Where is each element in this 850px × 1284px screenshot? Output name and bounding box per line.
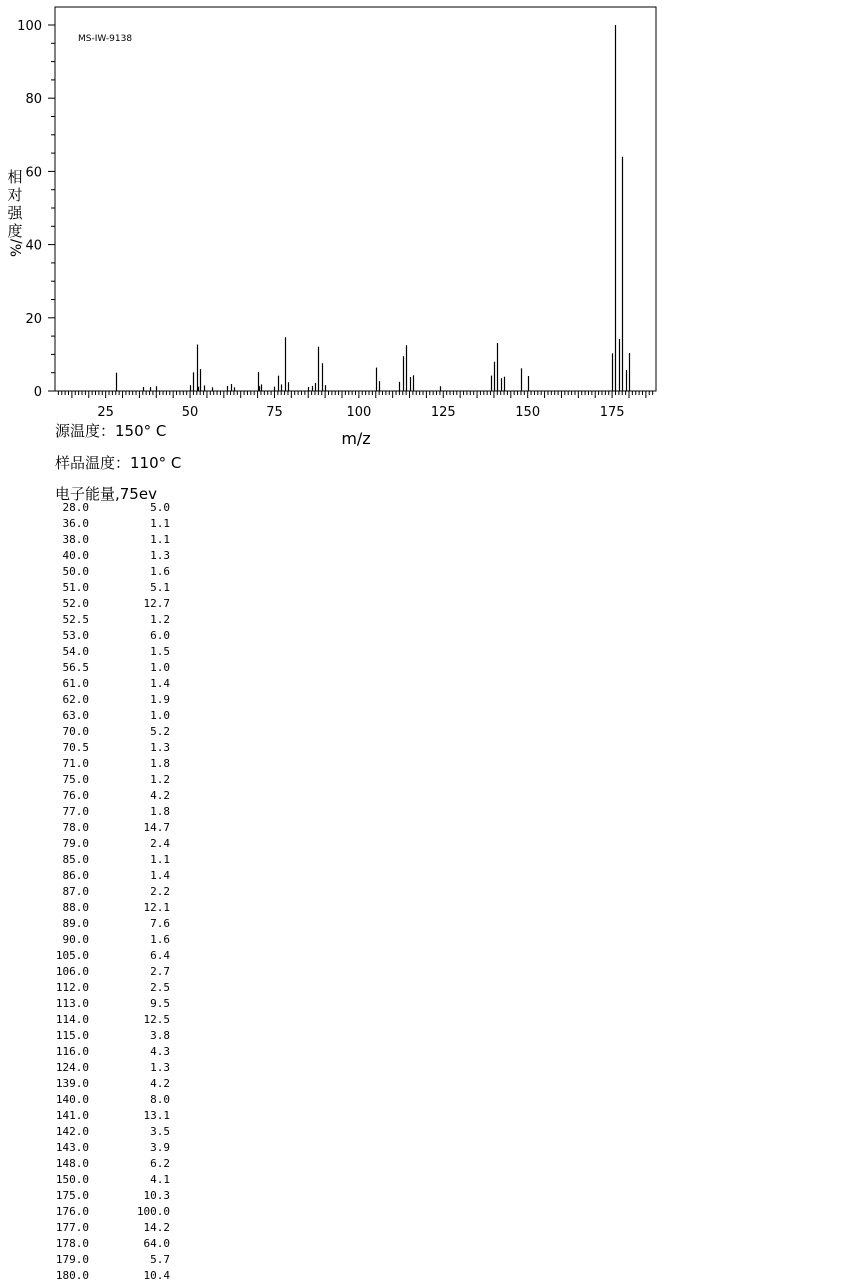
mz-cell: 36.0: [62, 517, 89, 530]
mz-cell: 180.0: [55, 1269, 89, 1282]
y-axis-title: [7, 168, 25, 257]
y-axis-title-char: 相: [7, 168, 23, 186]
mz-cell: 87.0: [62, 885, 89, 898]
mz-cell: 75.0: [62, 773, 89, 786]
mz-cell: 113.0: [55, 997, 89, 1010]
intensity-cell: 1.2: [150, 773, 170, 786]
table-row: [40, 1156, 180, 1172]
table-row: [40, 708, 180, 724]
table-row: [40, 660, 180, 676]
intensity-cell: 2.7: [150, 965, 170, 978]
x-axis-title: m/z: [341, 429, 371, 448]
intensity-cell: 1.6: [150, 933, 170, 946]
table-row: [40, 692, 180, 708]
table-row: [40, 1092, 180, 1108]
mz-cell: 178.0: [55, 1237, 89, 1250]
table-row: [40, 820, 180, 836]
table-row: [40, 948, 180, 964]
mz-cell: 63.0: [62, 709, 89, 722]
table-row: [40, 868, 180, 884]
intensity-cell: 1.4: [150, 677, 170, 690]
watermark-label: MS-IW-9138: [78, 34, 133, 44]
intensity-cell: 5.1: [150, 581, 170, 594]
mz-cell: 70.5: [62, 741, 89, 754]
mz-cell: 70.0: [62, 725, 89, 738]
table-row: [40, 612, 180, 628]
intensity-cell: 100.0: [136, 1205, 170, 1218]
intensity-cell: 2.4: [150, 837, 170, 850]
mz-cell: 85.0: [62, 853, 89, 866]
table-row: [40, 980, 180, 996]
intensity-cell: 10.4: [143, 1269, 170, 1282]
table-row: [40, 1236, 180, 1252]
y-tick-label: 0: [33, 385, 42, 400]
intensity-cell: 1.8: [150, 805, 170, 818]
peaks: [117, 25, 630, 391]
intensity-cell: 9.5: [150, 997, 170, 1010]
intensity-cell: 1.3: [150, 741, 170, 754]
x-tick-label: 100: [346, 405, 372, 420]
sample-temperature: 样品温度：110° C: [55, 454, 182, 472]
mz-cell: 150.0: [55, 1173, 89, 1186]
x-tick-label: 150: [515, 405, 541, 420]
table-row: [40, 964, 180, 980]
table-row: [40, 900, 180, 916]
table-row: [40, 532, 180, 548]
intensity-cell: 2.2: [150, 885, 170, 898]
intensity-cell: 1.9: [150, 693, 170, 706]
table-row: [40, 740, 180, 756]
mz-cell: 28.0: [62, 501, 89, 514]
mz-cell: 78.0: [62, 821, 89, 834]
intensity-cell: 1.1: [150, 533, 170, 546]
y-tick-label: 40: [25, 238, 42, 254]
table-row: [40, 1188, 180, 1204]
mz-cell: 51.0: [62, 581, 89, 594]
mz-cell: 112.0: [55, 981, 89, 994]
table-row: [40, 676, 180, 692]
mz-cell: 148.0: [55, 1157, 89, 1170]
mz-cell: 143.0: [55, 1141, 89, 1154]
intensity-cell: 7.6: [150, 917, 170, 930]
table-row: [40, 1220, 180, 1236]
table-row: [40, 596, 180, 612]
mz-cell: 140.0: [55, 1093, 89, 1106]
x-tick-label: 25: [97, 405, 114, 420]
mz-cell: 177.0: [55, 1221, 89, 1234]
mz-cell: 105.0: [55, 949, 89, 962]
x-tick-label: 75: [266, 405, 283, 420]
intensity-cell: 1.0: [150, 709, 170, 722]
tick-labels: [17, 19, 624, 420]
table-row: [40, 1044, 180, 1060]
mz-cell: 52.0: [62, 597, 89, 610]
table-row: [40, 500, 180, 516]
intensity-cell: 13.1: [143, 1109, 170, 1122]
intensity-cell: 64.0: [143, 1237, 170, 1250]
table-row: [40, 996, 180, 1012]
mz-cell: 116.0: [55, 1045, 89, 1058]
mz-cell: 54.0: [62, 645, 89, 658]
table-row: [40, 1108, 180, 1124]
intensity-cell: 4.3: [150, 1045, 170, 1058]
mz-cell: 88.0: [62, 901, 89, 914]
mz-cell: 179.0: [55, 1253, 89, 1266]
mz-cell: 115.0: [55, 1029, 89, 1042]
mz-cell: 114.0: [55, 1013, 89, 1026]
mz-cell: 53.0: [62, 629, 89, 642]
intensity-cell: 4.1: [150, 1173, 170, 1186]
table-row: [40, 580, 180, 596]
intensity-cell: 3.9: [150, 1141, 170, 1154]
intensity-cell: 1.1: [150, 853, 170, 866]
plot-frame: [55, 7, 656, 391]
table-row: [40, 644, 180, 660]
table-row: [40, 788, 180, 804]
mz-cell: 139.0: [55, 1077, 89, 1090]
intensity-cell: 4.2: [150, 789, 170, 802]
intensity-cell: 5.2: [150, 725, 170, 738]
intensity-cell: 2.5: [150, 981, 170, 994]
source-temperature: 源温度：150° C: [55, 422, 167, 440]
intensity-cell: 1.8: [150, 757, 170, 770]
peak-table: [40, 500, 180, 1284]
table-row: [40, 804, 180, 820]
mz-cell: 38.0: [62, 533, 89, 546]
table-row: [40, 884, 180, 900]
table-row: [40, 916, 180, 932]
table-row: [40, 516, 180, 532]
mz-cell: 71.0: [62, 757, 89, 770]
table-row: [40, 1268, 180, 1284]
intensity-cell: 12.7: [143, 597, 170, 610]
mz-cell: 76.0: [62, 789, 89, 802]
table-row: [40, 1124, 180, 1140]
table-row: [40, 1204, 180, 1220]
x-tick-label: 125: [430, 405, 456, 420]
y-tick-label: 20: [25, 311, 42, 327]
mz-cell: 62.0: [62, 693, 89, 706]
table-row: [40, 1012, 180, 1028]
table-row: [40, 1140, 180, 1156]
mz-cell: 86.0: [62, 869, 89, 882]
mass-spectrum-chart: [0, 0, 850, 455]
mz-cell: 61.0: [62, 677, 89, 690]
intensity-cell: 5.0: [150, 501, 170, 514]
intensity-cell: 5.7: [150, 1253, 170, 1266]
table-row: [40, 1076, 180, 1092]
intensity-cell: 8.0: [150, 1093, 170, 1106]
y-axis-title-char: 对: [7, 186, 23, 204]
mz-cell: 106.0: [55, 965, 89, 978]
electron-energy: 电子能量,75ev: [55, 485, 157, 503]
table-row: [40, 1060, 180, 1076]
table-row: [40, 548, 180, 564]
mz-cell: 77.0: [62, 805, 89, 818]
table-row: [40, 724, 180, 740]
x-tick-label: 50: [181, 405, 199, 420]
y-axis-title-percent: %/: [9, 238, 25, 258]
intensity-cell: 1.0: [150, 661, 170, 674]
x-tick-label: 175: [599, 405, 625, 420]
intensity-cell: 1.3: [150, 1061, 170, 1074]
table-row: [40, 852, 180, 868]
intensity-cell: 1.2: [150, 613, 170, 626]
mz-cell: 50.0: [62, 565, 89, 578]
y-tick-label: 60: [25, 165, 42, 181]
intensity-cell: 1.4: [150, 869, 170, 882]
mz-cell: 141.0: [55, 1109, 89, 1122]
intensity-cell: 14.7: [143, 821, 170, 834]
intensity-cell: 6.4: [150, 949, 170, 962]
table-row: [40, 1028, 180, 1044]
y-axis-title-char: 度: [7, 222, 23, 240]
mz-cell: 124.0: [55, 1061, 89, 1074]
table-row: [40, 772, 180, 788]
intensity-cell: 6.0: [150, 629, 170, 642]
mz-cell: 89.0: [62, 917, 89, 930]
intensity-cell: 1.3: [150, 549, 170, 562]
table-row: [40, 564, 180, 580]
intensity-cell: 1.1: [150, 517, 170, 530]
mz-cell: 175.0: [55, 1189, 89, 1202]
mz-cell: 90.0: [62, 933, 89, 946]
intensity-cell: 14.2: [143, 1221, 170, 1234]
intensity-cell: 10.3: [143, 1189, 170, 1202]
intensity-cell: 3.5: [150, 1125, 170, 1138]
y-tick-label: 100: [17, 19, 42, 34]
mz-cell: 79.0: [62, 837, 89, 850]
intensity-cell: 4.2: [150, 1077, 170, 1090]
mz-cell: 52.5: [62, 613, 89, 626]
intensity-cell: 3.8: [150, 1029, 170, 1042]
table-row: [40, 1252, 180, 1268]
table-row: [40, 628, 180, 644]
y-tick-label: 80: [25, 92, 42, 108]
axis-ticks: [48, 25, 653, 398]
mz-cell: 142.0: [55, 1125, 89, 1138]
intensity-cell: 1.5: [150, 645, 170, 658]
table-row: [40, 932, 180, 948]
intensity-cell: 12.5: [143, 1013, 170, 1026]
mz-cell: 40.0: [62, 549, 89, 562]
mz-cell: 56.5: [62, 661, 89, 674]
table-row: [40, 756, 180, 772]
intensity-cell: 12.1: [143, 901, 170, 914]
intensity-cell: 6.2: [150, 1157, 170, 1170]
intensity-cell: 1.6: [150, 565, 170, 578]
table-row: [40, 1172, 180, 1188]
y-axis-title-char: 强: [7, 204, 23, 222]
table-row: [40, 836, 180, 852]
mz-cell: 176.0: [55, 1205, 89, 1218]
